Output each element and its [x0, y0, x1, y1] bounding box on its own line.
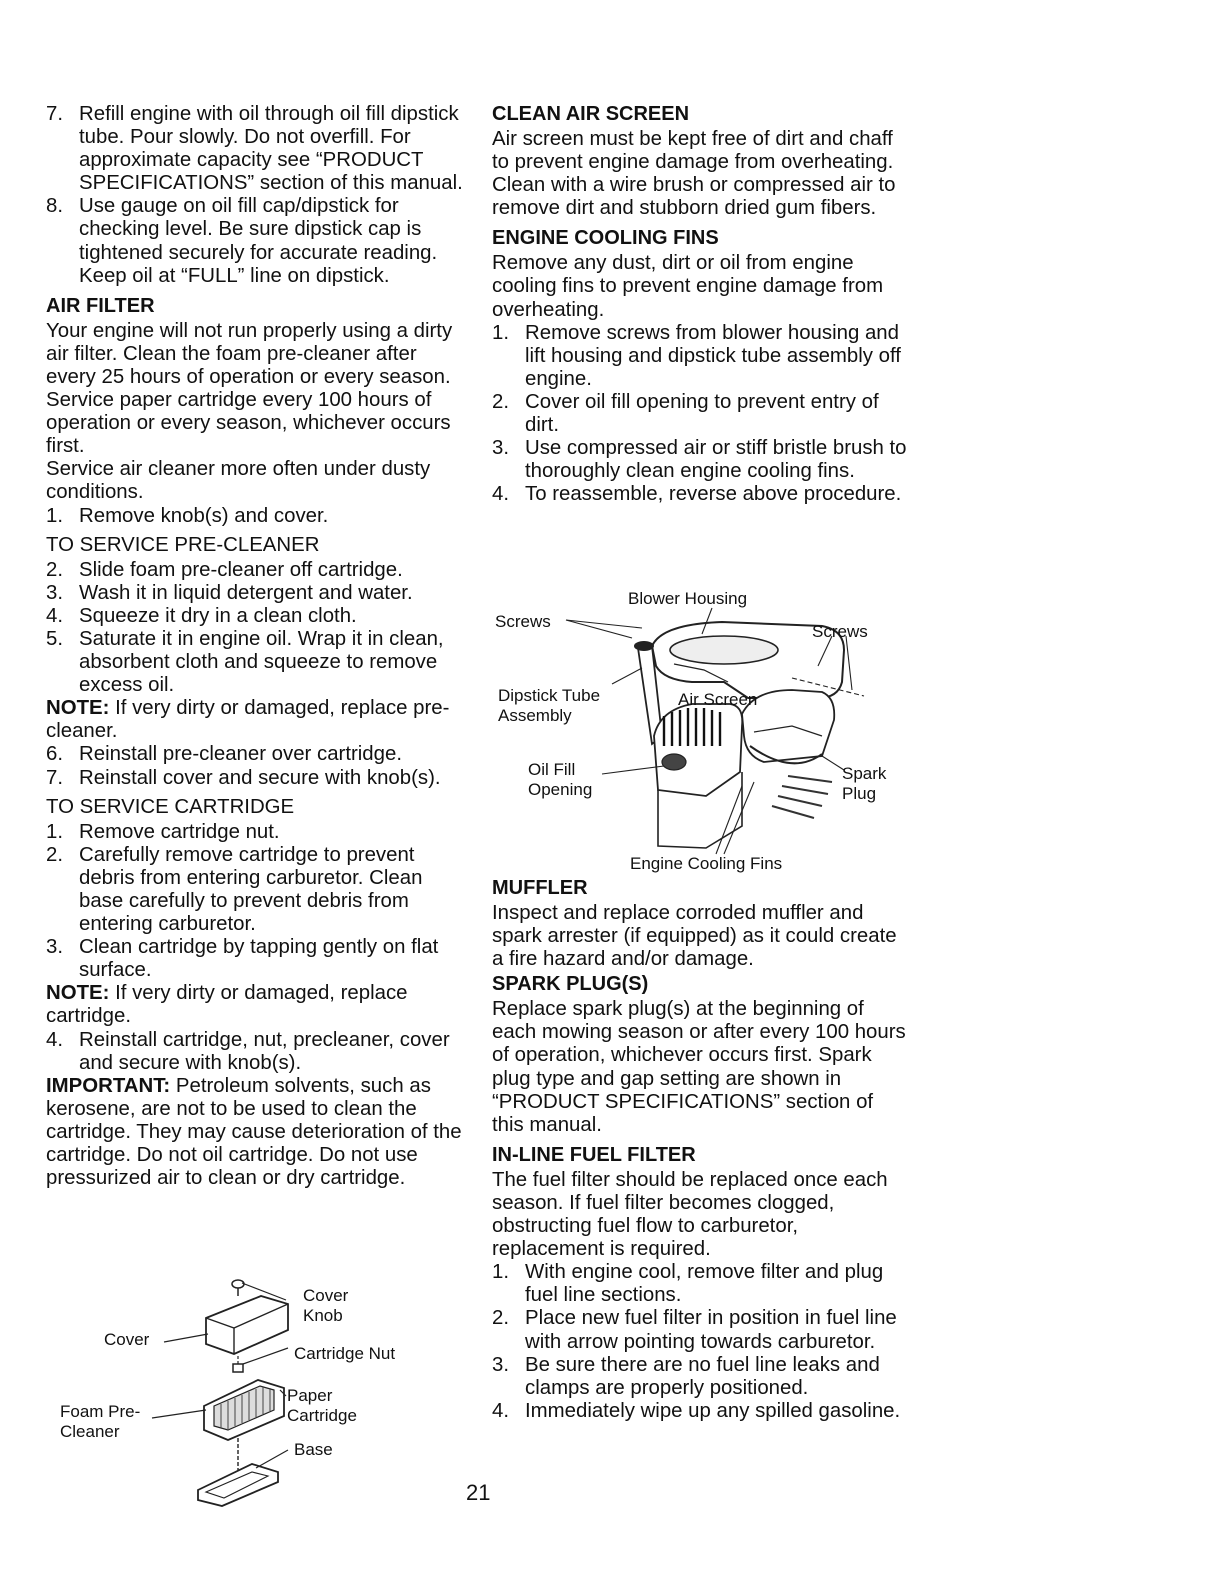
spark-plugs-heading: SPARK PLUG(S) — [492, 973, 649, 996]
cartridge-steps — [46, 821, 466, 983]
list-item: 7. Refill engine with oil through oil fill dipstick tube. Pour slowly. Do not overfill. For approximate capacity see “PRODUCT SPECIFICATIONS” section of this manual. — [46, 103, 463, 195]
oil-refill-steps — [46, 103, 466, 288]
list-item: 4. Reinstall cartridge, nut, precleaner, cover and secure with knob(s). — [46, 1028, 450, 1074]
list-item: 1. Remove cartridge nut. — [46, 820, 280, 843]
list-item: 7. Reinstall cover and secure with knob(s). — [46, 766, 441, 789]
pre-cleaner-note: NOTE: If very dirty or damaged, replace pre-cleaner. — [46, 697, 450, 743]
pre-cleaner-heading: TO SERVICE PRE-CLEANER — [46, 533, 320, 556]
cartridge-heading: TO SERVICE CARTRIDGE — [46, 795, 295, 818]
list-item: 2. Slide foam pre-cleaner off cartridge. — [46, 558, 403, 581]
cartridge-note: NOTE: If very dirty or damaged, replace cartridge. — [46, 982, 408, 1028]
air-screen-paragraph: Air screen must be kept free of dirt and chaff to prevent engine damage from overheating. Clean with a wire brush or compressed air to remove dirt and stubborn dried gum fibers. — [492, 128, 896, 220]
engine-cooling-fins-label: Engine Cooling Fins — [630, 854, 783, 873]
list-item: 2. Cover oil fill opening to prevent entry of dirt. — [492, 390, 879, 437]
cooling-fins-steps — [492, 322, 910, 507]
cartridge-steps-continued — [46, 1029, 466, 1075]
fuel-filter-paragraph: The fuel filter should be replaced once each season. If fuel filter becomes clogged, obstructing fuel flow to carburetor, replacement is required. — [492, 1168, 888, 1261]
cooling-fins-heading: ENGINE COOLING FINS — [492, 227, 719, 250]
air-filter-paragraph: Your engine will not run properly using a dirty air filter. Clean the foam pre-cleaner after every 25 hours of operation or every season. Service paper cartridge every 100 hours of operation or every season, whichever occurs first. — [46, 319, 453, 458]
air-filter-heading: AIR FILTER — [46, 294, 155, 317]
list-item: 1. Remove screws from blower housing and lift housing and dipstick tube assembly off engine. — [492, 321, 901, 390]
air-filter-steps — [46, 505, 466, 528]
air-filter-diagram — [56, 1278, 436, 1510]
list-item: 1. Remove knob(s) and cover. — [46, 504, 329, 527]
foam-pre-cleaner-label: Foam Pre-Cleaner — [60, 1402, 141, 1441]
cartridge-nut-label: Cartridge Nut — [294, 1344, 396, 1363]
list-item: 8. Use gauge on oil fill cap/dipstick for checking level. Be sure dipstick cap is tightened securely for accurate reading. Keep oil at “FULL” line on dipstick. — [46, 195, 438, 287]
list-item: 3. Use compressed air or stiff bristle brush to thoroughly clean engine cooling fins. — [492, 437, 907, 483]
cover-knob-label: Cover Knob — [303, 1286, 349, 1325]
muffler-heading: MUFFLER — [492, 877, 588, 899]
list-item: 6. Reinstall pre-cleaner over cartridge. — [46, 743, 402, 766]
air-filter-illustration — [56, 1278, 436, 1510]
list-item: 2. Carefully remove cartridge to prevent debris from entering carburetor. Clean base carefully to prevent debris from entering carburetor. — [46, 843, 423, 936]
cooling-fins-paragraph: Remove any dust, dirt or oil from engine cooling fins to prevent engine damage from overheating. — [492, 252, 884, 321]
list-item: 4. Immediately wipe up any spilled gasoline. — [492, 1399, 901, 1422]
engine-diagram — [492, 586, 912, 878]
spark-plugs-paragraph: Replace spark plug(s) at the beginning of each mowing season or after every 100 hours of operation, whichever occurs first. Spark plug type and gap setting are shown in “PRODUCT SPECIFICATIONS” section of this manual. — [492, 998, 906, 1136]
right-column-lower — [492, 877, 910, 1423]
important-warning: IMPORTANT: Petroleum solvents, such as kerosene, are not to be used to clean the cartridge. They may cause deterioration of the cartridge. Do not oil cartridge. Do not use pressurized air to clean or dry cartridge. — [46, 1074, 462, 1190]
muffler-paragraph: Inspect and replace corroded muffler and spark arrester (if equipped) as it could create a fire hazard and/or damage. — [492, 902, 897, 971]
base-label: Base — [294, 1440, 333, 1459]
list-item: 5. Saturate it in engine oil. Wrap it in clean, absorbent cloth and squeeze to remove excess oil. — [46, 627, 444, 697]
spark-plug-label: Spark Plug — [842, 764, 887, 803]
fuel-filter-heading: IN-LINE FUEL FILTER — [492, 1143, 696, 1166]
list-item: 2. Place new fuel filter in position in fuel line with arrow pointing towards carburetor. — [492, 1307, 897, 1353]
fuel-filter-steps — [492, 1261, 910, 1423]
air-filter-dusty-note: Service air cleaner more often under dusty conditions. — [46, 458, 431, 504]
list-item: 4. Squeeze it dry in a clean cloth. — [46, 604, 357, 627]
air-screen-heading: CLEAN AIR SCREEN — [492, 103, 690, 125]
list-item: 3. Wash it in liquid detergent and water. — [46, 581, 413, 604]
cover-label: Cover — [104, 1330, 150, 1349]
pre-cleaner-steps — [46, 559, 466, 698]
air-screen-label: Air Screen — [678, 690, 758, 709]
list-item: 1. With engine cool, remove filter and plug fuel line sections. — [492, 1261, 884, 1307]
list-item: 3. Clean cartridge by tapping gently on flat surface. — [46, 936, 439, 982]
screws-left-label: Screws — [495, 612, 551, 631]
list-item: 3. Be sure there are no fuel line leaks and clamps are properly positioned. — [492, 1353, 880, 1399]
dipstick-tube-label: Dipstick Tube Assembly — [498, 686, 601, 725]
oil-fill-label: Oil Fill Opening — [528, 760, 593, 799]
page-number: 21 — [466, 1480, 491, 1505]
paper-cartridge-label: Paper Cartridge — [287, 1386, 357, 1425]
left-column — [46, 103, 466, 1190]
pre-cleaner-steps-continued — [46, 743, 466, 789]
right-column — [492, 103, 910, 506]
screws-right-label: Screws — [812, 622, 868, 641]
list-item: 4. To reassemble, reverse above procedure. — [492, 483, 902, 506]
blower-housing-label: Blower Housing — [628, 589, 748, 608]
